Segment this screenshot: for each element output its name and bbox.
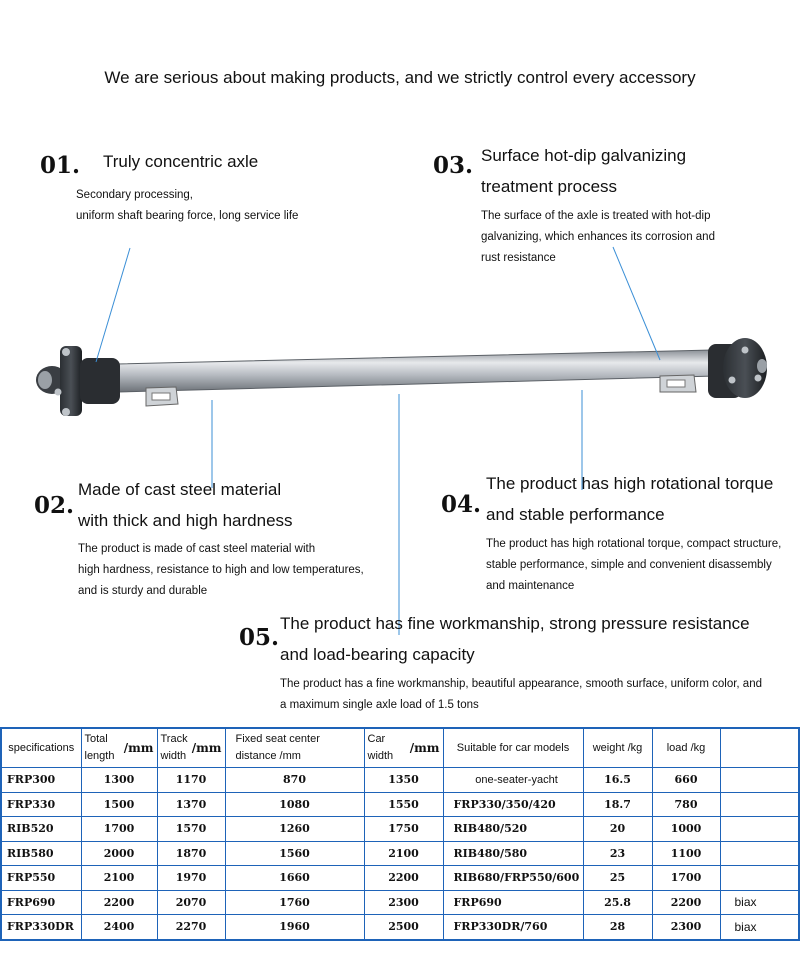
cell-track: 1570: [157, 817, 225, 842]
cell-suit: RIB680/FRP550/600: [443, 866, 583, 891]
table-row: [1, 768, 799, 793]
feature-02-desc-line1: The product is made of cast steel material with: [78, 543, 316, 555]
feature-04-desc-line1: The product has high rotational torque, compact structure,: [486, 538, 782, 550]
cell-model: FRP300: [1, 768, 81, 793]
feature-04-desc-line3: and maintenance: [486, 580, 575, 592]
cell-load: 780: [652, 792, 720, 817]
feature-01-desc-line1: Secondary processing,: [76, 189, 193, 201]
feature-01-desc-line2: uniform shaft bearing force, long service life: [76, 210, 299, 222]
cell-suit: one-seater-yacht: [443, 768, 583, 793]
feature-04-title-line1: The product has high rotational torque: [486, 474, 774, 493]
cell-load: 1000: [652, 817, 720, 842]
table-row: [1, 792, 799, 817]
spec-table-body: [1, 768, 799, 940]
header-weight: weight /kg: [583, 728, 652, 768]
cell-load: 2300: [652, 915, 720, 940]
header-total-length: Total length /mm: [81, 728, 157, 768]
cell-length: 2400: [81, 915, 157, 940]
table-row: [1, 915, 799, 940]
cell-weight: 25.8: [583, 890, 652, 915]
cell-length: 1500: [81, 792, 157, 817]
cell-track: 1170: [157, 768, 225, 793]
cell-car: 2500: [364, 915, 443, 940]
feature-05-desc-line2: a maximum single axle load of 1.5 tons: [280, 699, 479, 711]
cell-extra: [720, 792, 799, 817]
cell-length: 2200: [81, 890, 157, 915]
cell-model: FRP330DR: [1, 915, 81, 940]
cell-extra: [720, 841, 799, 866]
cell-length: 2100: [81, 866, 157, 891]
cell-length: 1300: [81, 768, 157, 793]
feature-02-desc-line2: high hardness, resistance to high and low temperatures,: [78, 564, 364, 576]
cell-weight: 28: [583, 915, 652, 940]
cell-model: FRP690: [1, 890, 81, 915]
cell-model: RIB520: [1, 817, 81, 842]
cell-model: FRP330: [1, 792, 81, 817]
header-car-width: Car width /mm: [364, 728, 443, 768]
header-extra: [720, 728, 799, 768]
cell-seat: 1080: [225, 792, 364, 817]
feature-03-desc-line3: rust resistance: [481, 252, 556, 264]
cell-extra: biax: [720, 890, 799, 915]
cell-load: 1100: [652, 841, 720, 866]
cell-load: 1700: [652, 866, 720, 891]
cell-suit: RIB480/580: [443, 841, 583, 866]
cell-seat: 870: [225, 768, 364, 793]
feature-04-number: 04.: [441, 491, 482, 518]
feature-03-title-line1: Surface hot-dip galvanizing: [481, 146, 687, 165]
header-fixed-seat-center: Fixed seat center distance /mm: [225, 728, 364, 768]
cell-track: 1870: [157, 841, 225, 866]
cell-extra: [720, 817, 799, 842]
cell-length: 1700: [81, 817, 157, 842]
header-suitable-models: Suitable for car models: [443, 728, 583, 768]
feature-03-title-line2: treatment process: [481, 177, 618, 196]
table-header-row: [1, 728, 799, 768]
feature-04-desc-line2: stable performance, simple and convenient disassembly: [486, 559, 772, 571]
cell-extra: [720, 768, 799, 793]
feature-05-desc-line1: The product has a fine workmanship, beautiful appearance, smooth surface, uniform color, and: [280, 678, 762, 690]
cell-car: 2100: [364, 841, 443, 866]
header-track-width: Track width /mm: [157, 728, 225, 768]
table-row: [1, 817, 799, 842]
page-headline: We are serious about making products, and we strictly control every accessory: [104, 68, 696, 87]
cell-weight: 16.5: [583, 768, 652, 793]
cell-car: 1350: [364, 768, 443, 793]
cell-model: FRP550: [1, 866, 81, 891]
feature-05-number: 05.: [239, 624, 280, 651]
cell-car: 1550: [364, 792, 443, 817]
cell-track: 2270: [157, 915, 225, 940]
cell-suit: FRP330/350/420: [443, 792, 583, 817]
cell-load: 2200: [652, 890, 720, 915]
cell-seat: 1660: [225, 866, 364, 891]
feature-01-number: 01.: [40, 152, 81, 179]
header-specifications: specifications: [1, 728, 81, 768]
cell-track: 1970: [157, 866, 225, 891]
feature-03-desc-line1: The surface of the axle is treated with hot-dip: [481, 210, 711, 222]
feature-03-number: 03.: [433, 152, 474, 179]
feature-05-title-line1: The product has fine workmanship, strong pressure resistance: [280, 614, 750, 633]
cell-model: RIB580: [1, 841, 81, 866]
feature-04-title-line2: and stable performance: [486, 505, 665, 524]
feature-03-desc-line2: galvanizing, which enhances its corrosion and: [481, 231, 715, 243]
cell-suit: FRP690: [443, 890, 583, 915]
cell-weight: 18.7: [583, 792, 652, 817]
table-row: [1, 866, 799, 891]
cell-extra: biax: [720, 915, 799, 940]
table-row: [1, 890, 799, 915]
cell-seat: 1960: [225, 915, 364, 940]
cell-car: 2200: [364, 866, 443, 891]
cell-weight: 23: [583, 841, 652, 866]
cell-seat: 1260: [225, 817, 364, 842]
cell-track: 1370: [157, 792, 225, 817]
cell-load: 660: [652, 768, 720, 793]
cell-seat: 1560: [225, 841, 364, 866]
cell-suit: FRP330DR/760: [443, 915, 583, 940]
cell-track: 2070: [157, 890, 225, 915]
cell-extra: [720, 866, 799, 891]
cell-seat: 1760: [225, 890, 364, 915]
cell-car: 1750: [364, 817, 443, 842]
feature-02-title-line2: with thick and high hardness: [78, 511, 293, 530]
table-row: [1, 841, 799, 866]
feature-01-title: Truly concentric axle: [103, 152, 259, 171]
cell-length: 2000: [81, 841, 157, 866]
cell-suit: RIB480/520: [443, 817, 583, 842]
header-load: load /kg: [652, 728, 720, 768]
feature-02-number: 02.: [34, 492, 75, 519]
spec-table: [0, 727, 800, 941]
cell-car: 2300: [364, 890, 443, 915]
cell-weight: 25: [583, 866, 652, 891]
feature-02-desc-line3: and is sturdy and durable: [78, 585, 208, 597]
feature-02-title-line1: Made of cast steel material: [78, 480, 282, 499]
cell-weight: 20: [583, 817, 652, 842]
feature-05-title-line2: and load-bearing capacity: [280, 645, 475, 664]
